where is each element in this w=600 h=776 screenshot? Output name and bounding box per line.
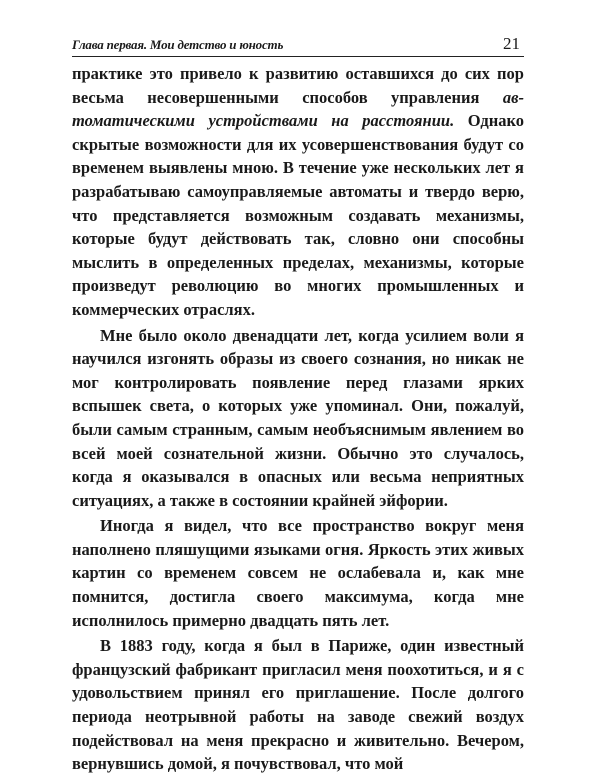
paragraph-text: Однако скрытые возможности для их усовершенствования будут со временем выявлены мною. В течение уже нескольких лет я разрабатываю самоуправляемые автоматы и твердо верю, что представляется возможным создавать механизмы, которые будут действовать так, словно они способны мыслить в определенных пределах, механизмы, которые произведут революцию во многих промышленных и коммерческих отраслях. bbox=[72, 111, 525, 319]
emphasized-text: автоматическими устройствами на расстоянии. bbox=[72, 87, 524, 131]
running-header bbox=[72, 30, 524, 57]
paragraph-text: практике это привело к развитию оставшихся до сих пор весьма несовершенными способов управления bbox=[72, 64, 524, 107]
paragraph-text: Иногда я видел, что все пространство вокруг меня наполнено пляшущими языками огня. Яркость этих живых картин со временем совсем не ослабевала и, как мне помнится, достигла своего максимума, когда мне исполнилось примерно двадцать пять лет. bbox=[72, 516, 524, 630]
page-number: 21 bbox=[503, 34, 520, 53]
paragraph bbox=[72, 514, 524, 632]
paragraph bbox=[72, 62, 524, 322]
paragraph-text: В 1883 году, когда я был в Париже, один известный французский фабрикант пригласил меня поохотиться, и я с удовольствием принял его приглашение. После долгого периода неотрывной работы на заводе свежий воздух подействовал на меня прекрасно и живительно. Вечером, вернувшись домой, я почувствовал, что мой bbox=[72, 636, 524, 774]
text-body bbox=[72, 62, 524, 776]
paragraph bbox=[72, 324, 524, 513]
paragraph-text: Мне было около двенадцати лет, когда усилием воли я научился изгонять образы из своего сознания, но никак не мог контролировать появление перед глазами ярких вспышек света, о которых уже упоминал. Они, пожалуй, были самым странным, самым необъяснимым явлением во всей моей сознательной жизни. Обычно это случалось, когда я оказывался в опасных или весьма неприятных ситуациях, а также в состоянии крайней эйфории. bbox=[72, 325, 524, 510]
paragraph bbox=[72, 634, 524, 776]
chapter-title: Глава первая. Мои детство и юность bbox=[72, 37, 284, 52]
